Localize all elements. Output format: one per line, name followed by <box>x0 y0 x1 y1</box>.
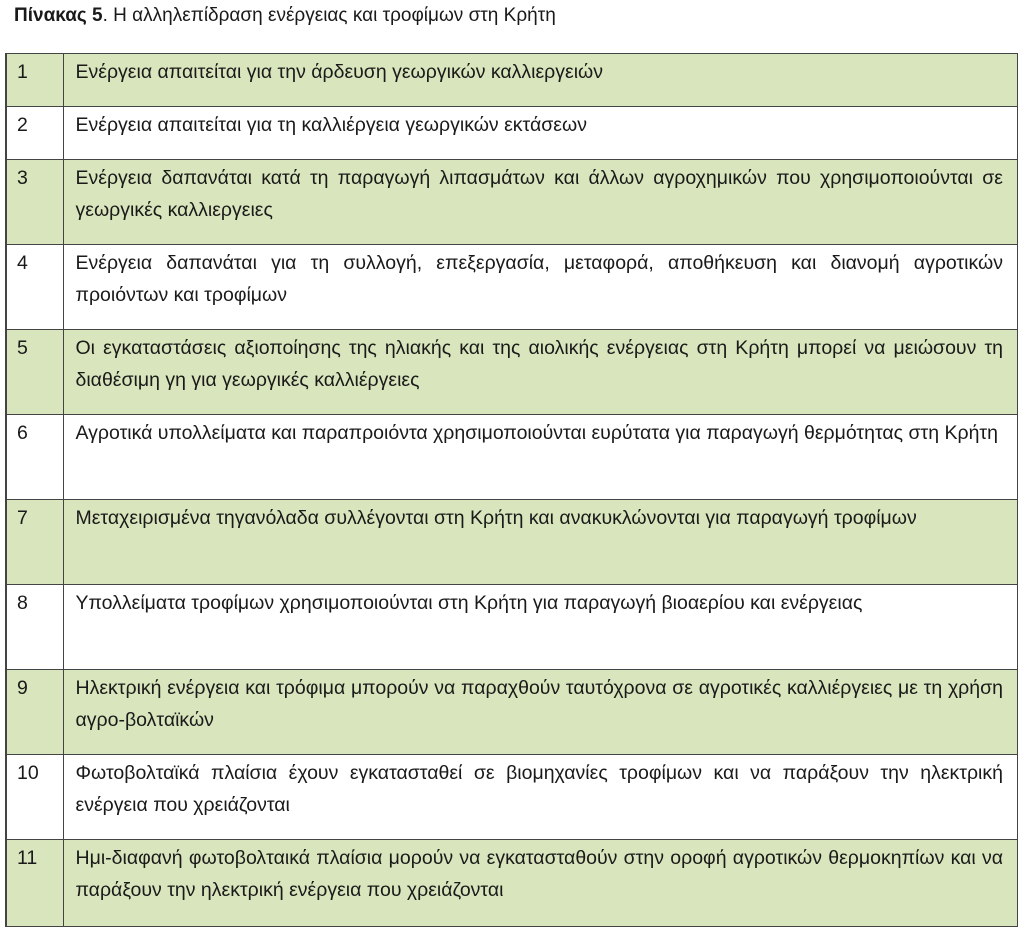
row-text: Ενέργεια απαιτείται για την άρδευση γεωργικών καλλιεργειών <box>63 54 1018 107</box>
table-row <box>6 107 1018 160</box>
row-number: 11 <box>6 840 63 927</box>
row-number: 9 <box>6 670 63 755</box>
row-number: 5 <box>6 330 63 415</box>
table-row <box>6 415 1018 500</box>
row-number: 4 <box>6 245 63 330</box>
table-row <box>6 330 1018 415</box>
row-text: Μεταχειρισμένα τηγανόλαδα συλλέγονται στη Κρήτη και ανακυκλώνονται για παραγωγή τροφίμων <box>63 500 1018 585</box>
row-text: Ενέργεια απαιτείται για τη καλλιέργεια γεωργικών εκτάσεων <box>63 107 1018 160</box>
row-text: Ενέργεια δαπανάται κατά τη παραγωγή λιπασμάτων και άλλων αγροχημικών που χρησιμοποιούνται σε γεωργικές καλλιεργειες <box>63 160 1018 245</box>
row-text: Υπολλείματα τροφίμων χρησιμοποιούνται στη Κρήτη για παραγωγή βιοαερίου και ενέργειας <box>63 585 1018 670</box>
energy-food-table <box>5 53 1018 927</box>
table-row <box>6 500 1018 585</box>
row-text: Ημι-διαφανή φωτοβολταικά πλαίσια μορούν να εγκατασταθούν στην οροφή αγροτικών θερμοκηπίων και να παράξουν την ηλεκτρική ενέργεια που χρειάζονται <box>63 840 1018 927</box>
table-caption <box>14 4 556 28</box>
row-number: 3 <box>6 160 63 245</box>
row-text: Ηλεκτρική ενέργεια και τρόφιμα μπορούν να παραχθούν ταυτόχρονα σε αγροτικές καλλιέργειες με τη χρήση αγρο-βολταϊκών <box>63 670 1018 755</box>
row-text: Αγροτικά υπολλείματα και παραπροιόντα χρησιμοποιούνται ευρύτατα για παραγωγή θερμότητας στη Κρήτη <box>63 415 1018 500</box>
table-row <box>6 160 1018 245</box>
row-number: 2 <box>6 107 63 160</box>
row-text: Φωτοβολταϊκά πλαίσια έχουν εγκατασταθεί σε βιομηχανίες τροφίμων και να παράξουν την ηλεκτρική ενέργεια που χρειάζονται <box>63 755 1018 840</box>
row-number: 6 <box>6 415 63 500</box>
row-number: 7 <box>6 500 63 585</box>
table-row <box>6 54 1018 107</box>
row-text: Ενέργεια δαπανάται για τη συλλογή, επεξεργασία, μεταφορά, αποθήκευση και διανομή αγροτικών προιόντων και τροφίμων <box>63 245 1018 330</box>
table-row <box>6 755 1018 840</box>
table-row <box>6 670 1018 755</box>
table-caption-label: Πίνακας 5 <box>14 5 103 26</box>
table-row <box>6 585 1018 670</box>
table-caption-text: . Η αλληλεπίδραση ενέργειας και τροφίμων στη Κρήτη <box>102 5 556 26</box>
row-text: Οι εγκαταστάσεις αξιοποίησης της ηλιακής και της αιολικής ενέργειας στη Κρήτη μπορεί να μειώσουν τη διαθέσιμη γη για γεωργικές καλλιέργειες <box>63 330 1018 415</box>
row-number: 10 <box>6 755 63 840</box>
row-number: 1 <box>6 54 63 107</box>
row-number: 8 <box>6 585 63 670</box>
table-row <box>6 840 1018 927</box>
table-row <box>6 245 1018 330</box>
